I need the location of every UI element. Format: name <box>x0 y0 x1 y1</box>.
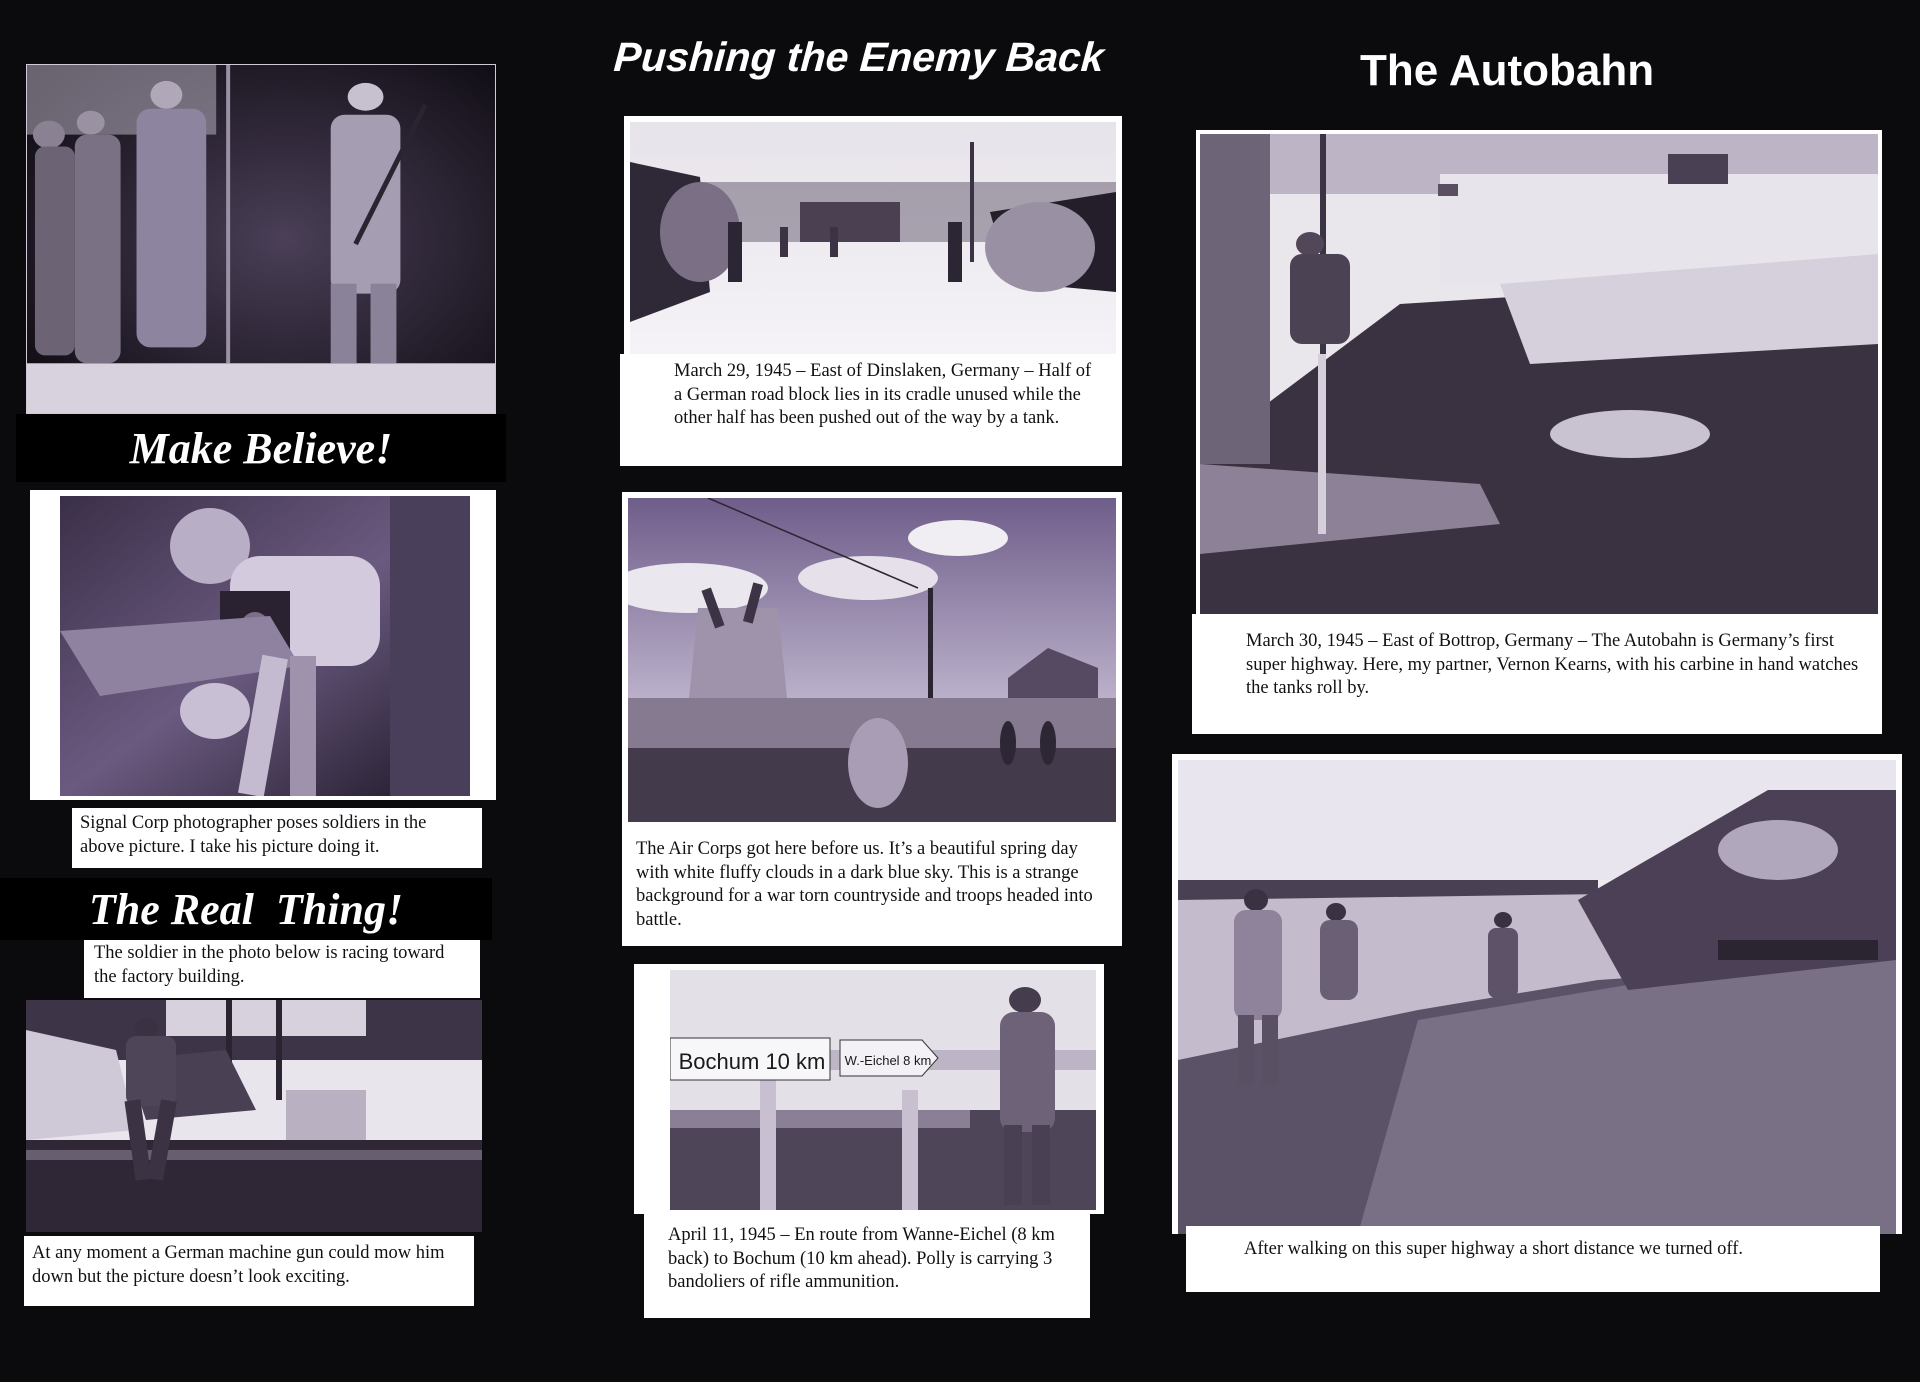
photo-autobahn-kearns <box>1196 130 1882 614</box>
banner-real-thing: The Real Thing! <box>0 878 492 940</box>
photo-soldier-racing <box>26 1000 482 1232</box>
banner-make-believe: Make Believe! <box>16 414 506 482</box>
photo-road-block-dinslaken <box>624 116 1122 356</box>
sign-bochum: Bochum 10 km <box>678 1049 826 1074</box>
caption-dinslaken: March 29, 1945 – East of Dinslaken, Germany – Half of a German road block lies in its cradle unused while the other half has been pushed out of the way by a tank. <box>620 354 1122 466</box>
heading-autobahn: The Autobahn <box>1360 46 1655 95</box>
photo-air-corps-ruins <box>622 492 1122 828</box>
caption-signal-corp: Signal Corp photographer poses soldiers in the above picture. I take his picture doing it. <box>72 808 482 868</box>
caption-soldier-racing: The soldier in the photo below is racing toward the factory building. <box>84 940 480 998</box>
heading-pushing-enemy-back: Pushing the Enemy Back <box>612 34 1106 80</box>
sign-eichel: W.-Eichel 8 km <box>844 1053 932 1068</box>
caption-turned-off: After walking on this super highway a short distance we turned off. <box>1186 1226 1880 1292</box>
photo-bochum-signpost <box>634 964 1104 1214</box>
photo-signal-corp-photographer <box>30 490 496 800</box>
photo-tank-turning-off <box>1172 754 1902 1234</box>
caption-machine-gun: At any moment a German machine gun could mow him down but the picture doesn’t look exciting. <box>24 1236 474 1306</box>
photo-soldiers-posing <box>26 64 496 414</box>
caption-bottrop: March 30, 1945 – East of Bottrop, Germany – The Autobahn is Germany’s first super highway. Here, my partner, Vernon Kearns, with his carbine in hand watches the tanks roll by. <box>1192 614 1882 734</box>
caption-air-corps: The Air Corps got here before us. It’s a beautiful spring day with white fluffy clouds in a dark blue sky. This is a strange background for a war torn countryside and troops headed into battle. <box>622 828 1122 946</box>
caption-wanne-eichel: April 11, 1945 – En route from Wanne-Eichel (8 km back) to Bochum (10 km ahead). Polly is carrying 3 bandoliers of rifle ammunition. <box>644 1214 1090 1318</box>
